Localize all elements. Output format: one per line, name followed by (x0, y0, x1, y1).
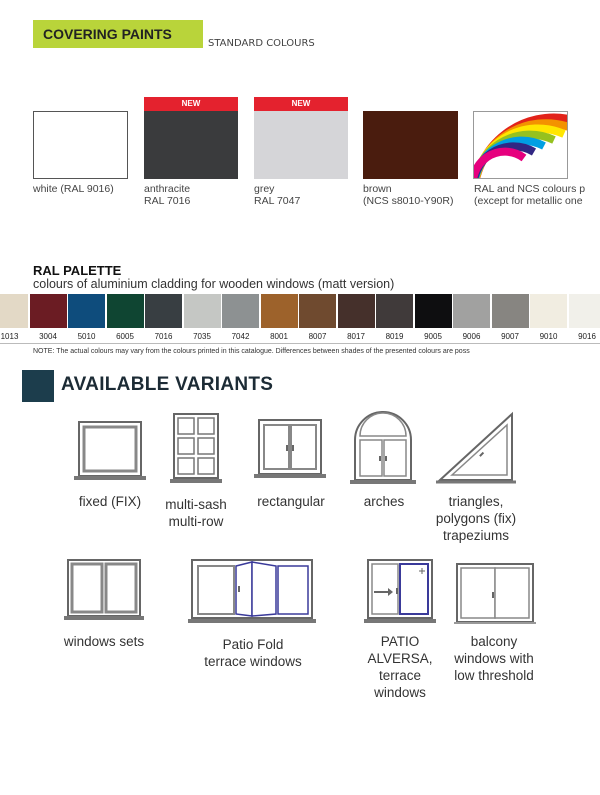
ral-code-8019: 8019 (385, 332, 404, 341)
ral-code-3004: 3004 (39, 332, 57, 341)
window-set-icon (64, 558, 144, 622)
ral-palette-subtitle: colours of aluminium cladding for wooden windows (matt version) (33, 277, 395, 291)
ral-code-9005: 9005 (424, 332, 442, 341)
new-badge-anthracite: NEW (144, 97, 238, 111)
variant-label-multi: multi-sash multi-row (165, 497, 227, 529)
ral-code-8001: 8001 (270, 332, 288, 341)
swatch-brown (363, 111, 458, 179)
ral-swatch-7016 (145, 294, 182, 328)
ral-swatch-1013 (0, 294, 28, 328)
patio-alversa-icon (364, 558, 436, 624)
swatch-label-custom: RAL and NCS colours p (except for metallic one (474, 183, 586, 207)
arched-window-icon (350, 410, 416, 486)
balcony-window-icon (454, 562, 536, 626)
ral-code-7042: 7042 (231, 332, 250, 341)
ral-code-8017: 8017 (347, 332, 365, 341)
section-subtitle: STANDARD COLOURS (208, 38, 315, 49)
ral-swatch-9007 (492, 294, 529, 328)
swatch-grey (254, 111, 348, 179)
new-badge-grey: NEW (254, 97, 348, 111)
ral-code-9007: 9007 (501, 332, 519, 341)
swatch-rainbow (473, 111, 568, 179)
swatch-label-brown: brown (NCS s8010-Y90R) (363, 183, 454, 207)
ral-code-9010: 9010 (539, 332, 558, 341)
ral-code-7016: 7016 (154, 332, 173, 341)
variants-title: AVAILABLE VARIANTS (61, 374, 274, 395)
variant-label-sets: windows sets (63, 634, 145, 649)
ral-swatch-9010 (530, 294, 567, 328)
variant-label-alversa: PATIO ALVERSA, terrace windows (367, 634, 433, 700)
ral-code-5010: 5010 (77, 332, 96, 341)
ral-swatch-8019 (376, 294, 413, 328)
divider (0, 343, 600, 344)
ral-swatch-7035 (184, 294, 221, 328)
swatch-label-grey: grey RAL 7047 (254, 183, 301, 207)
swatch-white (33, 111, 128, 179)
ral-code-6005: 6005 (116, 332, 134, 341)
swatch-label-white: white (RAL 9016) (33, 183, 114, 195)
ral-swatch-3004 (30, 294, 67, 328)
swatch-label-anthracite: anthracite RAL 7016 (144, 183, 191, 207)
ral-swatch-9006 (453, 294, 490, 328)
section-title: COVERING PAINTS (43, 26, 172, 42)
variant-label-fixed: fixed (FIX) (78, 494, 142, 509)
ral-code-1013: 1013 (0, 332, 19, 341)
variant-label-patio-fold: Patio Fold terrace windows (204, 637, 302, 669)
ral-swatch-5010 (68, 294, 105, 328)
ral-swatch-6005 (107, 294, 144, 328)
ral-swatch-7042 (222, 294, 259, 328)
ral-swatch-8007 (299, 294, 336, 328)
ral-swatch-9016 (569, 294, 600, 328)
ral-code-9016: 9016 (578, 332, 596, 341)
variant-label-balcony: balcony windows with low threshold (454, 634, 534, 683)
colour-note: NOTE: The actual colours may vary from the colours printed in this catalogue. Differences between shades of the presented colours are poss (33, 348, 470, 355)
fixed-window-icon (74, 420, 146, 482)
triangle-window-icon (436, 410, 516, 486)
ral-palette-title: RAL PALETTE (33, 263, 122, 278)
patio-fold-icon (188, 558, 316, 624)
ral-code-7035: 7035 (193, 332, 211, 341)
ral-code-9006: 9006 (462, 332, 481, 341)
ral-swatch-8017 (338, 294, 375, 328)
variant-label-rectangular: rectangular (257, 494, 325, 509)
variant-label-triangles: triangles, polygons (fix) trapeziums (435, 494, 517, 543)
multi-sash-window-icon (170, 412, 222, 484)
variants-marker (22, 370, 54, 402)
ral-swatch-8001 (261, 294, 298, 328)
variant-label-arches: arches (363, 494, 405, 509)
swatch-anthracite (144, 111, 238, 179)
rectangular-window-icon (254, 418, 326, 480)
ral-swatch-9005 (415, 294, 452, 328)
ral-code-8007: 8007 (308, 332, 327, 341)
ral-palette-strip (0, 294, 600, 328)
